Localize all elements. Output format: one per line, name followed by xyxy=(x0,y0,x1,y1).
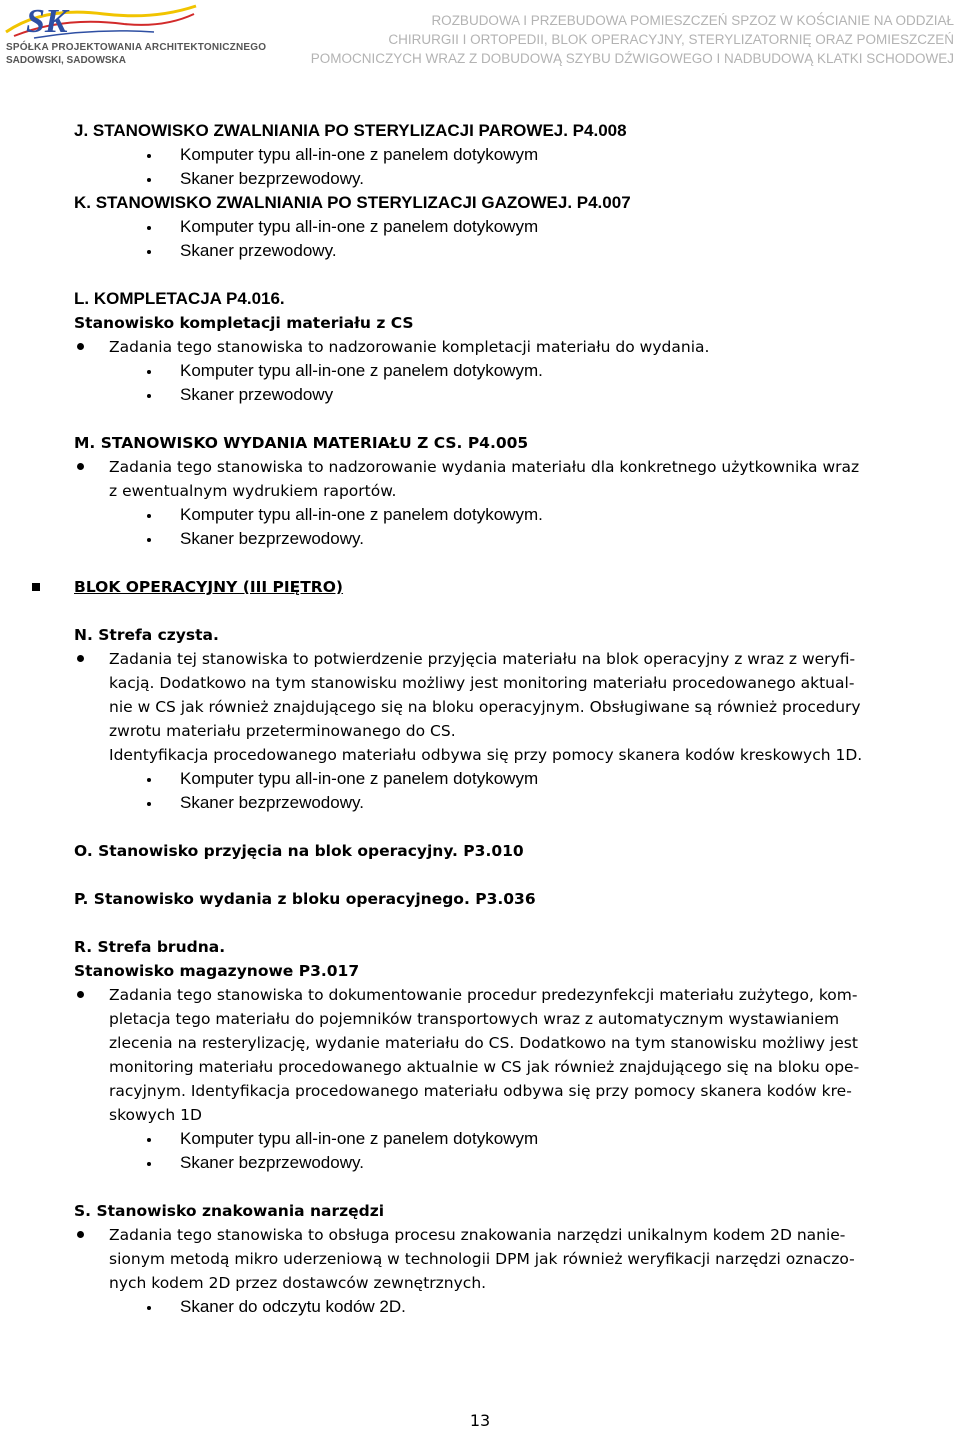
section-s-description: Zadania tego stanowiska to obsługa procesu znakowania narzędzi unikalnym kodem 2D nanie- sionym metodą mikro uderzeniową w technologii DPM jak również weryfikacji narzędzi oznaczo- nych kodem 2D przez dostawców zewnętrznych. xyxy=(74,1223,958,1295)
section-o-title: O. Stanowisko przyjęcia na blok operacyjny. P3.010 xyxy=(74,842,524,860)
section-n-title: N. Strefa czysta. xyxy=(74,626,219,644)
project-title-line: POMOCNICZYCH WRAZ Z DOBUDOWĄ SZYBU DŹWIGOWEGO I NADBUDOWĄ KLATKI SCHODOWEJ xyxy=(310,51,954,66)
logo-owner-names: SADOWSKI, SADOWSKA xyxy=(6,55,126,66)
list-item: Skaner przewodowy. xyxy=(74,239,958,263)
logo-letters: SK xyxy=(26,3,68,40)
section-k-title: K. STANOWISKO ZWALNIANIA PO STERYLIZACJI GAZOWEJ. P4.007 xyxy=(74,193,631,212)
bullet-icon xyxy=(77,463,84,470)
section-n-description: Zadania tej stanowiska to potwierdzenie przyjęcia materiału na blok operacyjny z wraz z weryfi- kacją. Dodatkowo na tym stanowisku możliwy jest monitoring materiału procedowanego aktual- nie w CS jak również znajdującego się na bloku operacyjnym. Obsługiwane są również procedury zwrotu materiału przeterminowanego do CS. xyxy=(74,647,958,743)
list-item: Komputer typu all-in-one z panelem dotykowym xyxy=(74,215,958,239)
list-item: Komputer typu all-in-one z panelem dotykowym xyxy=(74,143,958,167)
bullet-icon xyxy=(77,343,84,350)
project-title-line: ROZBUDOWA I PRZEBUDOWA POMIESZCZEŃ SPZOZ W KOŚCIANIE NA ODDZIAŁ xyxy=(431,13,954,28)
list-item: Skaner bezprzewodowy. xyxy=(74,167,958,191)
square-bullet-icon xyxy=(32,583,40,591)
section-j-title: J. STANOWISKO ZWALNIANIA PO STERYLIZACJI PAROWEJ. P4.008 xyxy=(74,121,627,140)
section-blok-heading xyxy=(74,575,958,599)
section-m-description: Zadania tego stanowiska to nadzorowanie wydania materiału dla konkretnego użytkownika wraz z ewentualnym wydrukiem raportów. xyxy=(74,455,958,503)
document-body xyxy=(74,119,958,1319)
company-logo xyxy=(4,2,267,74)
bullet-icon xyxy=(77,991,84,998)
section-l-description: Zadania tego stanowiska to nadzorowanie kompletacji materiału do wydania. xyxy=(74,335,958,359)
section-r-description: Zadania tego stanowiska to dokumentowanie procedur predezynfekcji materiału zużytego, kom- pletacja tego materiału do pojemników transportowych wraz z automatycznym wystawianiem zlecenia na resterylizację, wydanie materiału do CS. Dodatkowo na tym stanowisku możliwy jest monitoring materiału procedowanego aktualnie w CS jak również znajdującego się na bloku ope- racyjnym. Identyfikacja procedowanego materiału odbywa się przy pomocy skanera kodów kre- skowych 1D xyxy=(74,983,958,1127)
section-r-subtitle: Stanowisko magazynowe P3.017 xyxy=(74,962,360,980)
list-item: Komputer typu all-in-one z panelem dotykowym. xyxy=(74,503,958,527)
page-number: 13 xyxy=(469,1411,491,1430)
section-blok-title: BLOK OPERACYJNY (III PIĘTRO) xyxy=(74,578,344,596)
section-l-title: L. KOMPLETACJA P4.016. xyxy=(74,289,285,308)
section-p-title: P. Stanowisko wydania z bloku operacyjnego. P3.036 xyxy=(74,890,536,908)
section-m-title: M. STANOWISKO WYDANIA MATERIAŁU Z CS. P4.005 xyxy=(74,434,529,452)
section-r-title: R. Strefa brudna. xyxy=(74,938,226,956)
logo-company-name: SPÓŁKA PROJEKTOWANIA ARCHITEKTONICZNEGO xyxy=(6,42,267,53)
list-item: Skaner przewodowy xyxy=(74,383,958,407)
list-item: Skaner do odczytu kodów 2D. xyxy=(74,1295,958,1319)
section-n-extra: Identyfikacja procedowanego materiału odbywa się przy pomocy skanera kodów kreskowych 1D. xyxy=(109,746,863,764)
section-l-subtitle: Stanowisko kompletacji materiału z CS xyxy=(74,314,414,332)
bullet-icon xyxy=(77,655,84,662)
list-item: Komputer typu all-in-one z panelem dotykowym xyxy=(74,1127,958,1151)
logo-graphic xyxy=(4,2,200,42)
list-item: Skaner bezprzewodowy. xyxy=(74,791,958,815)
list-item: Komputer typu all-in-one z panelem dotykowym. xyxy=(74,359,958,383)
list-item: Komputer typu all-in-one z panelem dotykowym xyxy=(74,767,958,791)
project-title xyxy=(304,11,954,68)
list-item: Skaner bezprzewodowy. xyxy=(74,527,958,551)
section-s-title: S. Stanowisko znakowania narzędzi xyxy=(74,1202,385,1220)
list-item: Skaner bezprzewodowy. xyxy=(74,1151,958,1175)
page-header xyxy=(0,0,960,86)
project-title-line: CHIRURGII I ORTOPEDII, BLOK OPERACYJNY, STERYLIZATORNIĘ ORAZ POMIESZCZEŃ xyxy=(388,32,954,47)
bullet-icon xyxy=(77,1231,84,1238)
